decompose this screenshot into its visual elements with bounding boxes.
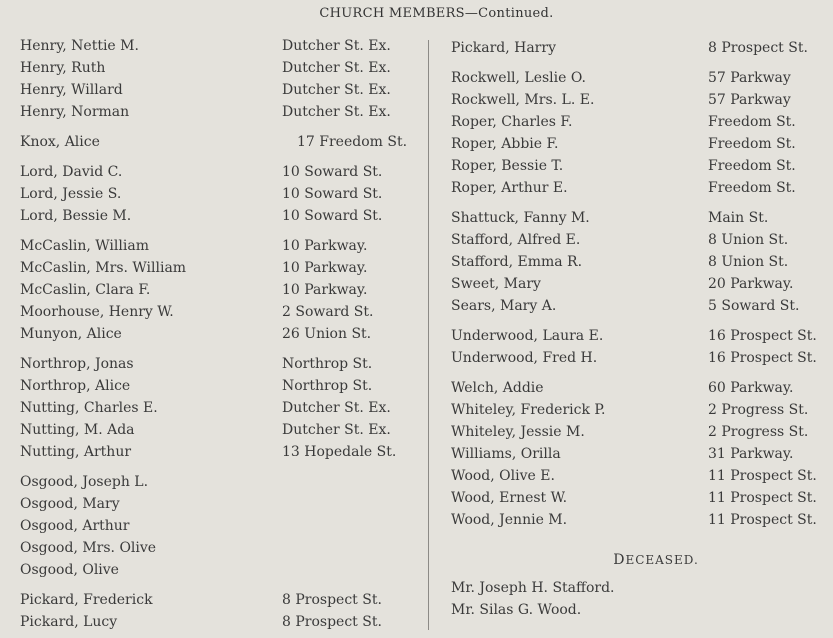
member-name: McCaslin, Mrs. William <box>20 260 187 276</box>
member-name: McCaslin, Clara F. <box>20 282 151 298</box>
member-address: Freedom St. <box>708 114 796 130</box>
member-name: Sears, Mary A. <box>451 298 557 314</box>
member-address: Dutcher St. Ex. <box>282 82 391 98</box>
member-row <box>20 235 425 257</box>
member-row <box>451 273 831 295</box>
member-address: 60 Parkway. <box>708 380 794 396</box>
member-address: 16 Prospect St. <box>708 350 817 366</box>
member-name: Rockwell, Leslie O. <box>451 70 586 86</box>
member-row <box>20 101 425 123</box>
member-address: Dutcher St. Ex. <box>282 38 391 54</box>
member-row <box>451 89 831 111</box>
member-row <box>451 295 831 317</box>
member-row <box>20 35 425 57</box>
member-row <box>451 37 831 59</box>
member-address: 17 Freedom St. <box>297 134 408 150</box>
member-address: 10 Soward St. <box>282 186 383 202</box>
member-row <box>451 465 831 487</box>
member-address: 2 Progress St. <box>708 402 809 418</box>
member-row <box>20 515 425 537</box>
member-address: Dutcher St. Ex. <box>282 104 391 120</box>
left-column <box>20 35 425 633</box>
member-name: Henry, Nettie M. <box>20 38 139 54</box>
member-name: Welch, Addie <box>451 380 544 396</box>
member-address: Freedom St. <box>708 136 796 152</box>
member-address: 26 Union St. <box>282 326 372 342</box>
member-row <box>20 441 425 463</box>
member-name: Lord, Jessie S. <box>20 186 122 202</box>
member-row <box>451 207 831 229</box>
member-name: Underwood, Laura E. <box>451 328 604 344</box>
member-name: Henry, Norman <box>20 104 130 120</box>
member-name: Pickard, Lucy <box>20 614 118 630</box>
member-name: Northrop, Alice <box>20 378 131 394</box>
member-row <box>451 67 831 89</box>
member-name: Lord, Bessie M. <box>20 208 132 224</box>
member-address: 8 Prospect St. <box>282 614 382 630</box>
member-name: Roper, Abbie F. <box>451 136 559 152</box>
member-name: Pickard, Frederick <box>20 592 153 608</box>
member-name: Osgood, Mrs. Olive <box>20 540 157 556</box>
member-address: 57 Parkway <box>708 92 791 108</box>
member-row <box>451 229 831 251</box>
member-name: Knox, Alice <box>20 134 100 150</box>
member-address: 10 Soward St. <box>282 164 383 180</box>
member-address: 57 Parkway <box>708 70 791 86</box>
member-row <box>20 589 425 611</box>
member-address: Freedom St. <box>708 180 796 196</box>
member-row <box>20 131 425 153</box>
member-address: 10 Parkway. <box>282 260 368 276</box>
member-name: Nutting, M. Ada <box>20 422 135 438</box>
deceased-heading <box>451 549 831 571</box>
member-row <box>451 509 831 531</box>
member-row <box>20 493 425 515</box>
member-row <box>451 487 831 509</box>
member-row <box>20 559 425 581</box>
member-row <box>451 377 831 399</box>
member-name: Roper, Arthur E. <box>451 180 568 196</box>
member-name: Stafford, Alfred E. <box>451 232 581 248</box>
member-name: Whiteley, Frederick P. <box>451 402 606 418</box>
member-name: Underwood, Fred H. <box>451 350 598 366</box>
member-address: Dutcher St. Ex. <box>282 422 391 438</box>
member-address: 11 Prospect St. <box>708 490 817 506</box>
member-address: 8 Union St. <box>708 232 789 248</box>
member-row <box>451 177 831 199</box>
deceased-entry: Mr. Joseph H. Stafford. <box>451 580 615 596</box>
member-address: Dutcher St. Ex. <box>282 60 391 76</box>
member-row <box>20 353 425 375</box>
member-row <box>20 301 425 323</box>
member-address: Main St. <box>708 210 769 226</box>
member-name: Whiteley, Jessie M. <box>451 424 585 440</box>
member-name: Williams, Orilla <box>451 446 561 462</box>
member-address: 8 Union St. <box>708 254 789 270</box>
member-name: McCaslin, William <box>20 238 149 254</box>
member-row <box>20 183 425 205</box>
right-column <box>451 37 831 621</box>
member-address: 8 Prospect St. <box>708 40 808 56</box>
member-name: Henry, Ruth <box>20 60 106 76</box>
member-name: Munyon, Alice <box>20 326 122 342</box>
member-name: Osgood, Joseph L. <box>20 474 149 490</box>
member-name: Shattuck, Fanny M. <box>451 210 590 226</box>
member-row <box>20 79 425 101</box>
member-address: 10 Soward St. <box>282 208 383 224</box>
member-name: Osgood, Mary <box>20 496 120 512</box>
member-name: Wood, Ernest W. <box>451 490 568 506</box>
member-row <box>20 161 425 183</box>
member-row <box>20 375 425 397</box>
member-row <box>451 251 831 273</box>
member-name: Northrop, Jonas <box>20 356 134 372</box>
member-row <box>20 323 425 345</box>
member-name: Roper, Charles F. <box>451 114 573 130</box>
member-name: Pickard, Harry <box>451 40 556 56</box>
member-address: Freedom St. <box>708 158 796 174</box>
member-address: 5 Soward St. <box>708 298 800 314</box>
member-row <box>451 155 831 177</box>
member-row <box>20 397 425 419</box>
member-name: Roper, Bessie T. <box>451 158 564 174</box>
member-address: 2 Soward St. <box>282 304 374 320</box>
member-row <box>451 347 831 369</box>
member-row <box>451 421 831 443</box>
member-row <box>20 611 425 633</box>
member-row <box>451 399 831 421</box>
deceased-entry: Mr. Silas G. Wood. <box>451 602 582 618</box>
member-address: Dutcher St. Ex. <box>282 400 391 416</box>
member-name: Osgood, Arthur <box>20 518 130 534</box>
member-row <box>451 443 831 465</box>
member-name: Osgood, Olive <box>20 562 119 578</box>
member-row <box>20 279 425 301</box>
member-row <box>20 537 425 559</box>
member-name: Lord, David C. <box>20 164 123 180</box>
member-row <box>20 471 425 493</box>
member-row <box>451 325 831 347</box>
member-name: Stafford, Emma R. <box>451 254 583 270</box>
member-address: Northrop St. <box>282 356 373 372</box>
member-address: 10 Parkway. <box>282 238 368 254</box>
member-address: 20 Parkway. <box>708 276 794 292</box>
member-row <box>20 205 425 227</box>
member-row <box>451 133 831 155</box>
member-address: 2 Progress St. <box>708 424 809 440</box>
member-row <box>20 57 425 79</box>
page-title: CHURCH MEMBERS—Continued. <box>319 6 554 21</box>
member-row <box>451 111 831 133</box>
member-name: Sweet, Mary <box>451 276 541 292</box>
member-name: Nutting, Arthur <box>20 444 132 460</box>
deceased-heading-initial: D <box>613 552 626 568</box>
member-name: Wood, Jennie M. <box>451 512 568 528</box>
member-address: 13 Hopedale St. <box>282 444 397 460</box>
member-row <box>20 257 425 279</box>
member-address: 8 Prospect St. <box>282 592 382 608</box>
column-divider <box>428 40 429 630</box>
member-name: Rockwell, Mrs. L. E. <box>451 92 595 108</box>
member-name: Moorhouse, Henry W. <box>20 304 174 320</box>
member-name: Nutting, Charles E. <box>20 400 158 416</box>
member-name: Wood, Olive E. <box>451 468 555 484</box>
member-address: 16 Prospect St. <box>708 328 817 344</box>
member-address: 11 Prospect St. <box>708 512 817 528</box>
member-name: Henry, Willard <box>20 82 123 98</box>
member-address: 10 Parkway. <box>282 282 368 298</box>
member-address: Northrop St. <box>282 378 373 394</box>
member-row <box>20 419 425 441</box>
deceased-heading-rest: ECEASED. <box>625 553 699 567</box>
member-address: 31 Parkway. <box>708 446 794 462</box>
member-address: 11 Prospect St. <box>708 468 817 484</box>
